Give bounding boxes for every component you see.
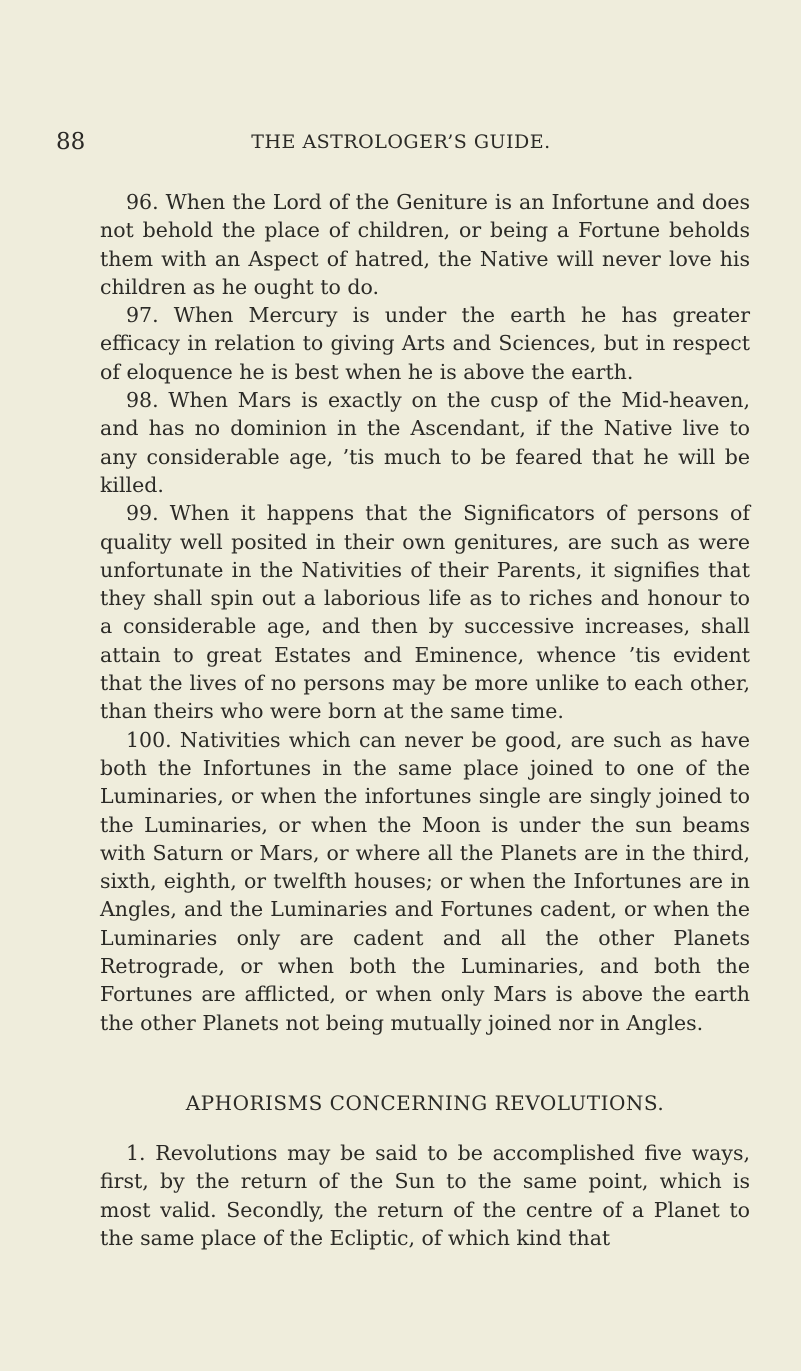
- aphorism-100: 100. Nativities which can never be good, are such as have both the Infortunes in the same place joined to one of the Luminaries, or when the infortunes single are singly joined to the Luminaries, or when the Moon is under the sun beams with Saturn or Mars, or where all the Planets are in the third, sixth, eighth, or twelfth houses; or when the Infortunes are in Angles, and the Luminaries and Fortunes cadent, or when the Luminaries only are cadent and all the other Planets Retrograde, or when both the Luminaries, and both the Fortunes are afflicted, or when only Mars is above the earth the other Planets not being mutually joined nor in Angles.: [100, 727, 750, 1035]
- aphorism-96: 96. When the Lord of the Geniture is an Infortune and does not behold the place of children, or being a Fortune beholds them with an Aspect of hatred, the Native will never love his children as he ought to do.: [100, 190, 750, 299]
- aphorism-97: 97. When Mercury is under the earth he has greater efficacy in relation to giving Arts and Sciences, but in respect of eloquence he is best when he is above the earth.: [100, 303, 750, 384]
- section-heading: APHORISMS CONCERNING REVOLUTIONS.: [185, 1090, 665, 1115]
- aphorism-99: 99. When it happens that the Significators of persons of quality well posited in their own genitures, are such as were unfortunate in the Nativities of their Parents, it signifies that they shall spin out a laborious life as to riches and honour to a considerable age, and then by successive increases, shall attain to great Estates and Eminence, whence ’tis evident that the lives of no persons may be more unlike to each other, than theirs who were born at the same time.: [100, 501, 750, 724]
- aphorism-98: 98. When Mars is exactly on the cusp of the Mid-heaven, and has no dominion in the Ascendant, if the Native live to any considerable age, ’tis much to be feared that he will be killed.: [100, 388, 750, 497]
- running-head: [56, 125, 746, 159]
- running-title: THE ASTROLOGER’S GUIDE.: [251, 131, 551, 153]
- body-text: [100, 188, 750, 1252]
- page-number: 88: [56, 129, 86, 155]
- revolutions-aphorism-1: 1. Revolutions may be said to be accomplished five ways, first, by the return of the Sun to the same point, which is most valid. Secondly, the return of the centre of a Planet to the same place of the Ecliptic, of which kind that: [100, 1140, 750, 1250]
